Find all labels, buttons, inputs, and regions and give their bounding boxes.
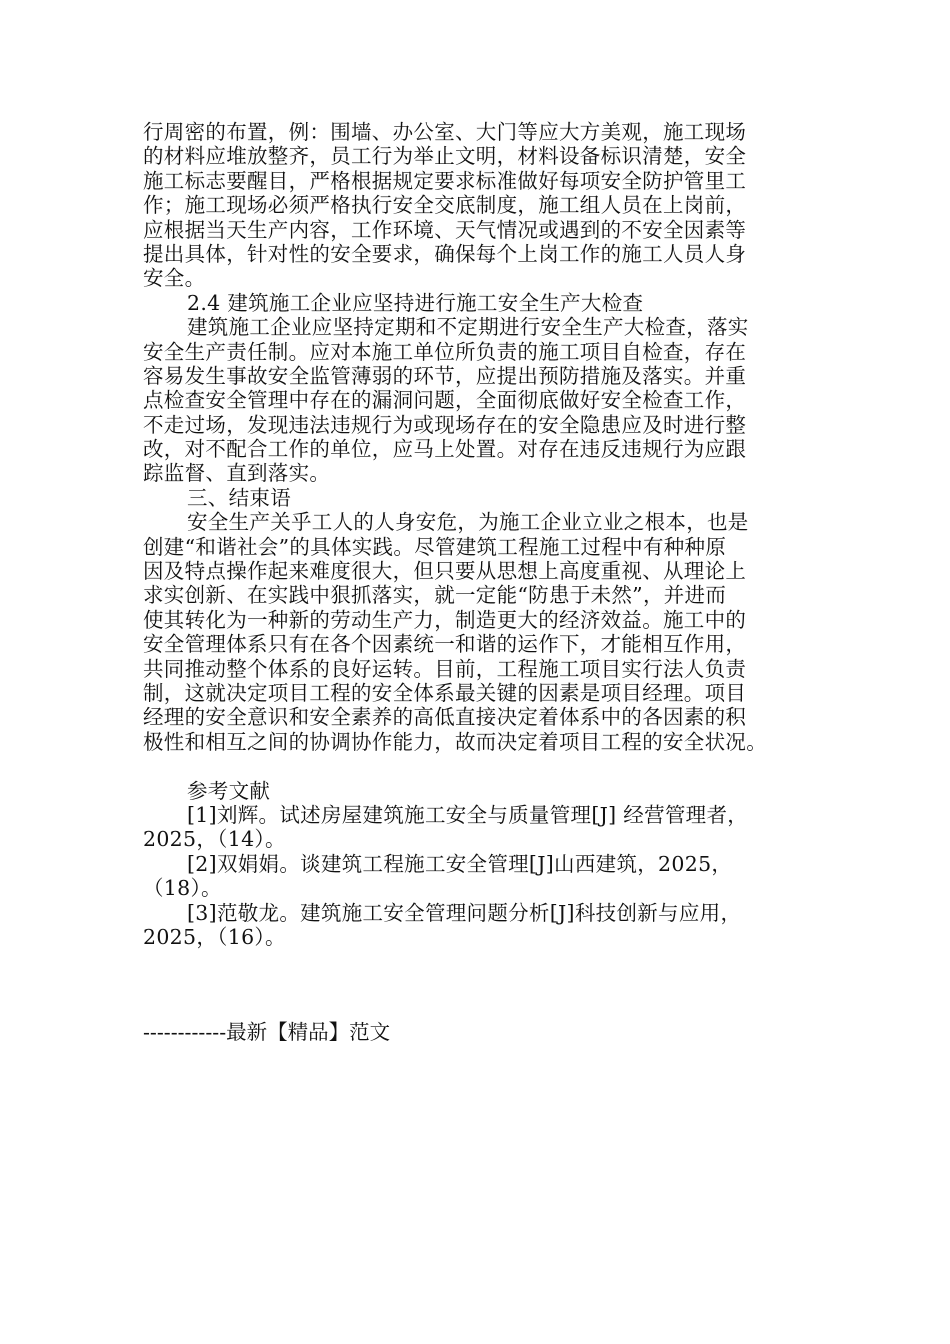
text-line: 不走过场，发现违法违规行为或现场存在的安全隐患应及时进行整 [143, 412, 747, 437]
text-line: 因及特点操作起来难度很大，但只要从思想上高度重视、从理论上 [143, 559, 747, 584]
text-line: 安全。 [143, 266, 206, 291]
text-line: 点检查安全管理中存在的漏洞问题，全面彻底做好安全检查工作， [143, 388, 747, 413]
text-line: 踪监督、直到落实。 [143, 461, 331, 486]
text-line: 2025，（14）。 [143, 827, 286, 852]
document-body [143, 120, 815, 949]
text-line: 施工标志要醒目，严格根据规定要求标准做好每项安全防护管里工 [143, 168, 747, 193]
text-line: [2]双娟娟。谈建筑工程施工安全管理[J]山西建筑，2025， [187, 851, 733, 876]
text-line: 2025，（16）。 [143, 924, 286, 949]
reference-item [143, 852, 815, 901]
text-line: 经理的安全意识和安全素养的高低直接决定着体系中的各因素的积 [143, 705, 747, 730]
text-line: [1]刘辉。试述房屋建筑施工安全与质量管理[J] 经营管理者， [187, 802, 749, 827]
text-line: 行周密的布置，例：围墙、办公室、大门等应大方美观，施工现场 [143, 120, 747, 144]
references-heading: 参考文献 [187, 778, 271, 803]
text-line: 使其转化为一种新的劳动生产力，制造更大的经济效益。施工中的 [143, 607, 747, 632]
section-heading-conclusion: 三、结束语 [187, 485, 291, 510]
text-line: 求实创新、在实践中狠抓落实，就一定能“防患于未然”，并进而 [143, 583, 727, 608]
spacer [143, 754, 815, 778]
text-line: 建筑施工企业应坚持定期和不定期进行安全生产大检查，落实 [187, 315, 749, 340]
text-line: （18）。 [143, 876, 222, 901]
text-line: 制，这就决定项目工程的安全体系最关键的因素是项目经理。项目 [143, 680, 747, 705]
text-line: 改，对不配合工作的单位，应马上处置。对存在违反违规行为应跟 [143, 437, 747, 462]
reference-item [143, 803, 815, 852]
text-line: 安全管理体系只有在各个因素统一和谐的运作下，才能相互作用， [143, 632, 747, 657]
text-line: 容易发生事故安全监管薄弱的环节，应提出预防措施及落实。并重 [143, 363, 747, 388]
text-line: 提出具体，针对性的安全要求，确保每个上岗工作的施工人员人身 [143, 241, 747, 266]
text-line: 极性和相互之间的协调协作能力，故而决定着项目工程的安全状况。 [143, 729, 767, 754]
text-line: 安全生产关乎工人的人身安危，为施工企业立业之根本，也是 [187, 510, 749, 535]
text-line: 的材料应堆放整齐，员工行为举止文明，材料设备标识清楚，安全 [143, 144, 747, 169]
section-heading-2-4: 2.4 建筑施工企业应坚持进行施工安全生产大检查 [187, 290, 644, 315]
text-line: 安全生产责任制。应对本施工单位所负责的施工项目自检查，存在 [143, 339, 747, 364]
reference-item [143, 901, 815, 950]
text-line: 创建“和谐社会”的具体实践。尽管建筑工程施工过程中有种种原 [143, 534, 727, 559]
text-line: 共同推动整个体系的良好运转。目前，工程施工项目实行法人负责 [143, 656, 747, 681]
paragraph-conclusion [143, 510, 815, 754]
text-line: [3]范敬龙。建筑施工安全管理问题分析[J]科技创新与应用， [187, 900, 742, 925]
footer-label: ------------最新【精品】范文 [143, 1020, 391, 1044]
text-line: 应根据当天生产内容，工作环境、天气情况或遇到的不安全因素等 [143, 217, 747, 242]
text-line: 作；施工现场必须严格执行安全交底制度，施工组人员在上岗前， [143, 193, 747, 218]
paragraph-site-layout [143, 120, 815, 291]
references-section [143, 779, 815, 950]
paragraph-safety-inspection [143, 315, 815, 486]
